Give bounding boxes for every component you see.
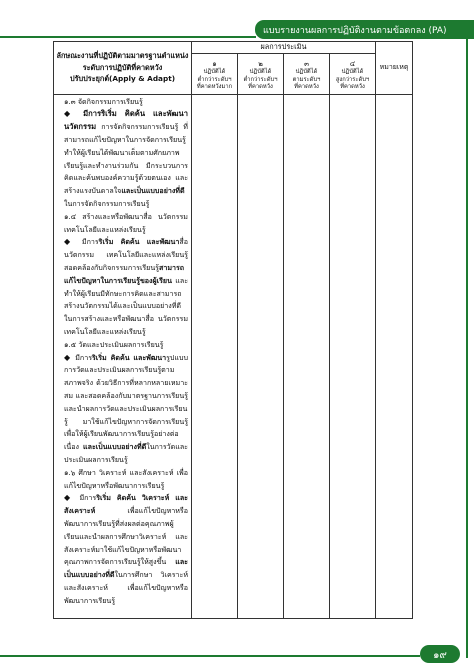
detail-text: ในการศึกษา วิเคราะห์ และสังเคราะห์ เพื่อแก้ไขปัญหาหรือพัฒนาการเรียนรู้ [64, 570, 188, 605]
criteria-header-line1: ลักษณะงานที่ปฏิบัติตามมาตรฐานตำแหน่ง [56, 51, 189, 60]
emphasis-text: มีการริเริ่ม คิดค้น และพัฒนานวัตกรรม [64, 109, 188, 132]
criteria-header-line3: ปรับประยุกต์(Apply & Adapt) [69, 74, 176, 84]
score-cell-1[interactable] [192, 94, 238, 618]
section-1-6-detail [58, 492, 188, 607]
detail-text: มีการ [79, 493, 97, 503]
report-title-bar [255, 20, 474, 39]
score-number: ๒ [258, 60, 263, 68]
detail-text: รูปแบบการวัดและประเมินผลการเรียนรู้ตามสภาพจริง ด้วยวิธีการที่หลากหลายเหมาะสม และสอดคล้องกับมาตรฐานการเรียนรู้ และนำผลการวัดและประเมินผลการเรียนรู้ มาใช้แก้ไขปัญหาการจัดการเรียนรู้ เพื่อให้ผู้เรียนพัฒนาการเรียนรู้อย่างต่อเนื่อง [64, 352, 188, 452]
detail-text: สื่อ นวัตกรรม เทคโนโลยีและแหล่งเรียนรู้ สอดคล้องกับกิจกรรมการเรียนรู้ [64, 237, 188, 273]
section-1-5-heading: ๑.๕ วัดและประเมินผลการเรียนรู้ [64, 339, 164, 349]
emphasis-text: ริเริ่ม คิดค้น วิเคราะห์ และสังเคราะห์ [64, 493, 188, 516]
score-cell-2[interactable] [238, 94, 284, 618]
score-label: ตามระดับฯ [292, 76, 321, 83]
report-title: แบบรายงานผลการปฏิบัติงานตามข้อตกลง (PA) [263, 26, 447, 36]
diamond-bullet-icon: ◆ [64, 493, 74, 503]
score-header-4 [330, 54, 376, 95]
score-header-3 [284, 54, 330, 95]
emphasis-text: ริเริ่ม คิดค้น และพัฒนา [92, 352, 167, 362]
score-header-2 [238, 54, 284, 95]
evaluation-table [53, 41, 413, 619]
emphasis-text: และเป็นแบบอย่างที่ดี [83, 442, 147, 452]
emphasis-text: และเป็นแบบอย่างที่ดี [121, 186, 185, 196]
criteria-header [54, 42, 192, 95]
score-label: ที่คาดหวังมาก [196, 84, 233, 91]
score-label: ต่ำกว่าระดับฯ [243, 76, 278, 83]
detail-text: มีการ [81, 237, 99, 247]
score-number: ๓ [304, 60, 309, 68]
bottom-divider [0, 655, 420, 657]
score-label: ที่คาดหวัง [340, 84, 365, 91]
criteria-content-cell [54, 94, 192, 618]
score-label: ปฏิบัติได้ [295, 69, 318, 76]
detail-text: เพื่อแก้ไขปัญหาหรือพัฒนาการเรียนรู้ที่ส่งผลต่อคุณภาพผู้เรียนและนำผลการศึกษาวิเคราะห์ และสังเคราะห์มาใช้แก้ไขปัญหาหรือพัฒนาคุณภาพการจัดการเรียนรู้ให้สูงขึ้น [64, 506, 188, 567]
section-1-3-heading: ๑.๓ จัดกิจกรรมการเรียนรู้ [64, 96, 143, 106]
page-number: ๑๙ [433, 650, 447, 661]
note-cell[interactable] [376, 94, 413, 618]
detail-text: และทำให้ผู้เรียนมีทักษะการคิดและสามารถสร้างนวัตกรรมได้และเป็นแบบอย่างที่ดีในการสร้างและหรือพัฒนาสื่อ นวัตกรรม เทคโนโลยีและแหล่งเรียนรู้ [64, 275, 188, 337]
right-border [466, 38, 468, 658]
score-label: ต่ำกว่าระดับฯ [197, 76, 232, 83]
diamond-bullet-icon: ◆ [64, 352, 72, 362]
score-label: ที่คาดหวัง [248, 84, 273, 91]
emphasis-text: และเป็นแบบอย่างที่ดี [64, 557, 188, 580]
section-1-3-detail [58, 108, 188, 210]
detail-text: การจัดกิจกรรมการเรียนรู้ ที่สามารถแก้ไขปัญหาในการจัดการเรียนรู้ ทำให้ผู้เรียนได้พัฒนาเต็มตามศักยภาพ เรียนรู้และทำงานร่วมกัน มีกระบวนการคิดและค้นพบองค์ความรู้ด้วยตนเอง และสร้างแรงบันดาลใจ [64, 122, 188, 196]
criteria-header-line2: ระดับการปฏิบัติที่คาดหวัง [82, 62, 163, 72]
diamond-bullet-icon: ◆ [64, 109, 76, 119]
score-header-1 [192, 54, 238, 95]
score-cell-3[interactable] [284, 94, 330, 618]
score-label: ปฏิบัติได้ [203, 69, 226, 76]
diamond-bullet-icon: ◆ [64, 237, 75, 247]
detail-text: มีการ [75, 352, 92, 362]
emphasis-text: สามารถแก้ไขปัญหาในการเรียนรู้ของผู้เรียน [64, 263, 185, 285]
score-group-header: ผลการประเมิน [192, 42, 376, 54]
note-header: หมายเหตุ [376, 42, 413, 95]
score-label: ปฏิบัติได้ [249, 69, 272, 76]
section-1-6-heading: ๑.๖ ศึกษา วิเคราะห์ และสังเคราะห์ เพื่อแก้ไขปัญหาหรือพัฒนาการเรียนรู้ [64, 467, 188, 490]
page-number-badge [420, 645, 460, 663]
score-label: ที่คาดหวัง [294, 84, 319, 91]
score-label: ปฏิบัติได้ [341, 69, 364, 76]
score-cell-4[interactable] [330, 94, 376, 618]
section-1-4-detail [58, 236, 188, 338]
section-1-5-detail [58, 352, 188, 467]
score-number: ๑ [212, 60, 217, 68]
top-divider [0, 36, 256, 38]
score-number: ๔ [349, 60, 356, 68]
section-1-4-heading: ๑.๔ สร้างและหรือพัฒนาสื่อ นวัตกรรม เทคโนโลยีและแหล่งเรียนรู้ [64, 211, 188, 234]
emphasis-text: ริเริ่ม คิดค้น และพัฒนา [98, 237, 180, 247]
detail-text: ในการวัดและประเมินผลการเรียนรู้ [64, 442, 188, 464]
score-label: สูงกว่าระดับฯ [335, 76, 370, 83]
detail-text: ในการจัดกิจกรรมการเรียนรู้ [64, 199, 150, 209]
